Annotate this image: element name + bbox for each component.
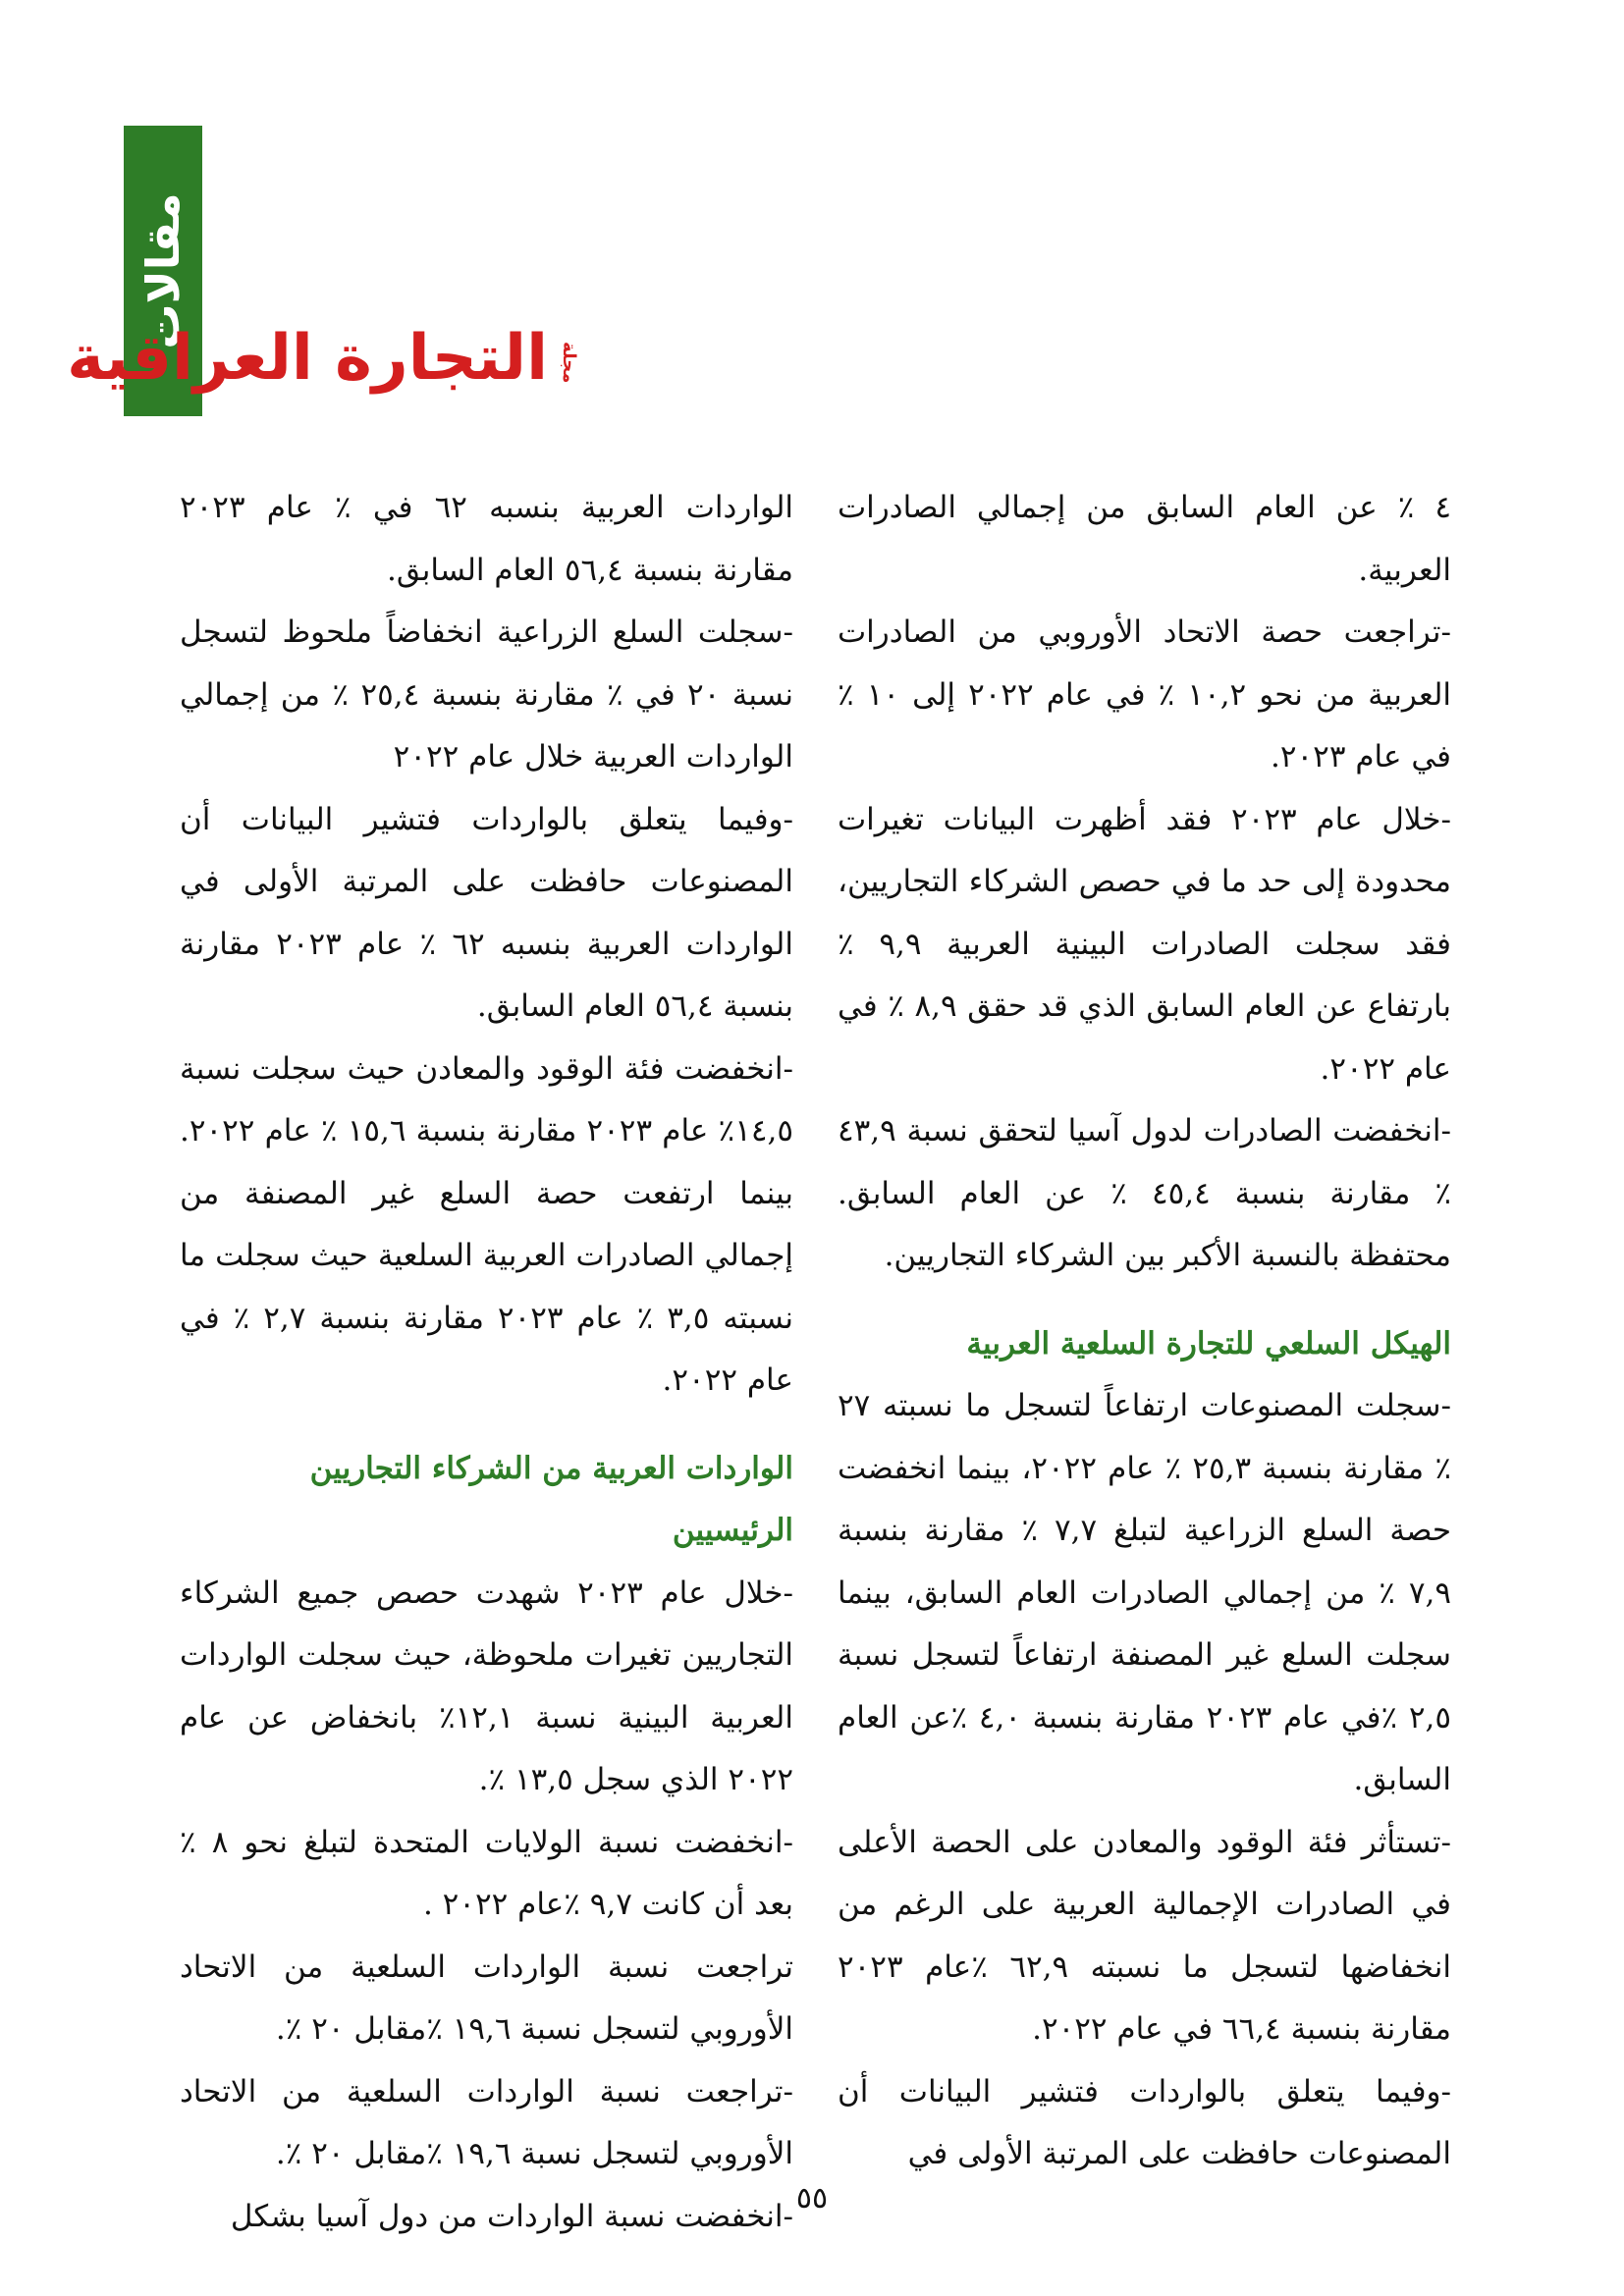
paragraph: -سجلت السلع الزراعية انخفاضاً ملحوظ لتسجل نسبة ٢٠ في ٪ مقارنة بنسبة ٢٥,٤ ٪ من إجمالي الواردات العربية خلال عام ٢٠٢٢ [180, 614, 794, 774]
logo-title: التجارة العراقية [67, 322, 548, 395]
paragraph: -انخفضت نسبة الواردات من دول آسيا بشكل [230, 2198, 793, 2234]
paragraph: -انخفضت الصادرات لدول آسيا لتحقق نسبة ٤٣,٩ ٪ مقارنة بنسبة ٤٥,٤ ٪ عن العام السابق. محتفظة بالنسبة الأكبر بين الشركاء التجاريين. [838, 1113, 1451, 1273]
paragraph: -تراجعت حصة الاتحاد الأوروبي من الصادرات العربية من نحو ١٠,٢ ٪ في عام ٢٠٢٢ إلى ١٠ ٪ في عام ٢٠٢٣. [838, 614, 1451, 774]
paragraph: -انخفضت فئة الوقود والمعادن حيث سجلت نسبة ١٤,٥٪ عام ٢٠٢٣ مقارنة بنسبة ١٥,٦ ٪ عام ٢٠٢٢. بينما ارتفعت حصة السلع غير المصنفة من إجمالي الصادرات العربية السلعية حيث سجلت ما نسبته ٣,٥ ٪ عام ٢٠٢٣ مقارنة بنسبة ٢,٧ ٪ في عام ٢٠٢٢. [180, 1050, 793, 1398]
paragraph: -انخفضت نسبة الولايات المتحدة لتبلغ نحو ٨ ٪ بعد أن كانت ٩,٧ ٪عام ٢٠٢٢ . [180, 1824, 793, 1922]
logo-small-text: مجلة [559, 342, 579, 384]
paragraph: -سجلت المصنوعات ارتفاعاً لتسجل ما نسبته ٢٧ ٪ مقارنة بنسبة ٢٥,٣ ٪ عام ٢٠٢٢، بينما انخفضت حصة السلع الزراعية لتبلغ ٧,٧ ٪ مقارنة بنسبة ٧,٩ ٪ من إجمالي الصادرات العام السابق، بينما سجلت السلع غير المصنفة ارتفاعاً لتسجل نسبة ٢,٥ ٪في عام ٢٠٢٣ مقارنة بنسبة ٤,٠ ٪عن العام السابق. [838, 1388, 1451, 1797]
paragraph: -خلال عام ٢٠٢٣ شهدت حصص جميع الشركاء التجاريين تغيرات ملحوظة، حيث سجلت الواردات العربية البينية نسبة ١٢,١٪ بانخفاض عن عام ٢٠٢٢ الذي سجل ١٣,٥ ٪. [180, 1575, 793, 1797]
paragraph: -تستأثر فئة الوقود والمعادن على الحصة الأعلى في الصادرات الإجمالية العربية على الرغم من انخفاضها لتسجل ما نسبته ٦٢,٩ ٪عام ٢٠٢٣ مقارنة بنسبة ٦٦,٤ في عام ٢٠٢٢. [838, 1824, 1451, 2047]
left-column [180, 477, 793, 2248]
paragraph: -تراجعت نسبة الواردات السلعية من الاتحاد الأوروبي لتسجل نسبة ١٩,٦ ٪مقابل ٢٠ ٪. [180, 2073, 793, 2171]
paragraph: -وفيما يتعلق بالواردات فتشير البيانات أن المصنوعات حافظت على المرتبة الأولى في الواردات العربية بنسبه ٦٢ ٪ عام ٢٠٢٣ مقارنة بنسبة ٥٦,٤ العام السابق. [180, 801, 793, 1024]
section-label: مقالات [136, 192, 189, 349]
section-heading: الواردات العربية من الشركاء التجاريين الرئيسيين [309, 1450, 793, 1548]
paragraph: ٤ ٪ عن العام السابق من إجمالي الصادرات العربية. [838, 490, 1451, 588]
paragraph: -وفيما يتعلق بالواردات فتشير البيانات أن المصنوعات حافظت على المرتبة الأولى في [838, 2073, 1451, 2171]
paragraph: الواردات العربية بنسبه ٦٢ في ٪ عام ٢٠٢٣ مقارنة بنسبة ٥٦,٤ العام السابق. [180, 490, 794, 588]
paragraph: -خلال عام ٢٠٢٣ فقد أظهرت البيانات تغيرات محدودة إلى حد ما في حصص الشركاء التجاريين، فقد سجلت الصادرات البينية العربية ٩,٩ ٪ بارتفاع عن العام السابق الذي قد حقق ٨,٩ ٪ في عام ٢٠٢٢. [838, 801, 1452, 1087]
magazine-logo [67, 312, 579, 420]
right-column [838, 477, 1451, 2186]
page-number: ٥٥ [795, 2181, 829, 2216]
paragraph: تراجعت نسبة الواردات السلعية من الاتحاد الأوروبي لتسجل نسبة ١٩,٦ ٪مقابل ٢٠ ٪. [180, 1949, 793, 2047]
section-heading: الهيكل السلعي للتجارة السلعية العربية [966, 1325, 1451, 1362]
